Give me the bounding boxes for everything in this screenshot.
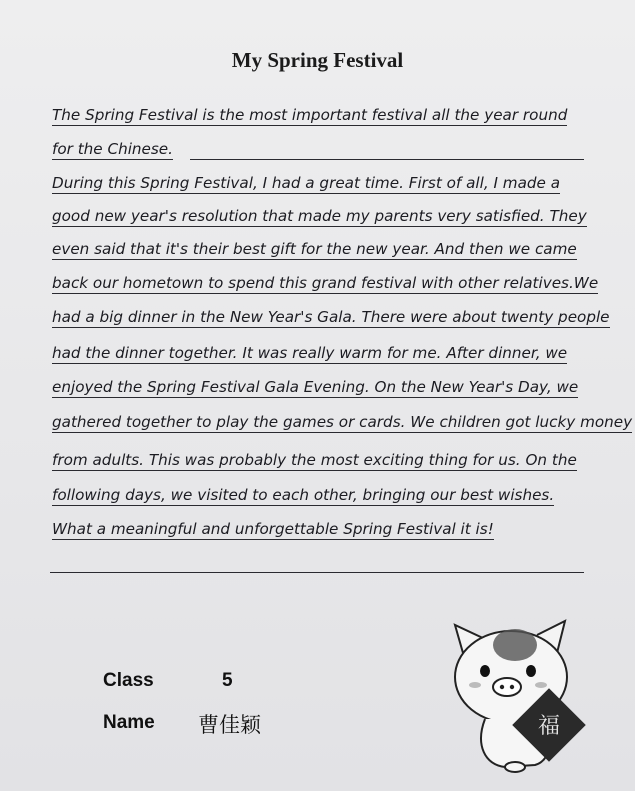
pig-sticker-icon xyxy=(445,615,595,775)
essay-line-12: following days, we visited to each other, bringing our best wishes. xyxy=(52,486,555,504)
essay-line-1: The Spring Festival is the most important festival all the year round xyxy=(52,106,568,124)
essay-line-6: back our hometown to spend this grand festival with other relatives.We xyxy=(52,274,599,292)
name-value: 曹佳颖 xyxy=(198,713,261,737)
svg-text:福: 福 xyxy=(537,714,561,739)
essay-line-7: had a big dinner in the New Year's Gala. There were about twenty people xyxy=(52,308,610,326)
essay-line-3: During this Spring Festival, I had a great time. First of all, I made a xyxy=(52,174,561,192)
essay-title: My Spring Festival xyxy=(231,48,404,72)
class-label: Class xyxy=(103,670,154,691)
essay-line-9: enjoyed the Spring Festival Gala Evening. On the New Year's Day, we xyxy=(52,378,579,396)
essay-line-4: good new year's resolution that made my parents very satisfied. They xyxy=(52,207,587,225)
essay-line-5: even said that it's their best gift for the new year. And then we came xyxy=(52,240,577,258)
name-label: Name xyxy=(103,712,155,733)
essay-line-10: gathered together to play the games or cards. We children got lucky money xyxy=(52,413,633,431)
essay-line-8: had the dinner together. It was really warm for me. After dinner, we xyxy=(52,344,568,362)
ruled-line-blank xyxy=(50,572,584,573)
essay-line-11: from adults. This was probably the most exciting thing for us. On the xyxy=(52,451,577,469)
ruled-line xyxy=(190,159,584,160)
essay-line-2: for the Chinese. xyxy=(52,140,173,158)
class-value: 5 xyxy=(222,670,233,691)
essay-line-13: What a meaningful and unforgettable Spring Festival it is! xyxy=(52,520,494,538)
